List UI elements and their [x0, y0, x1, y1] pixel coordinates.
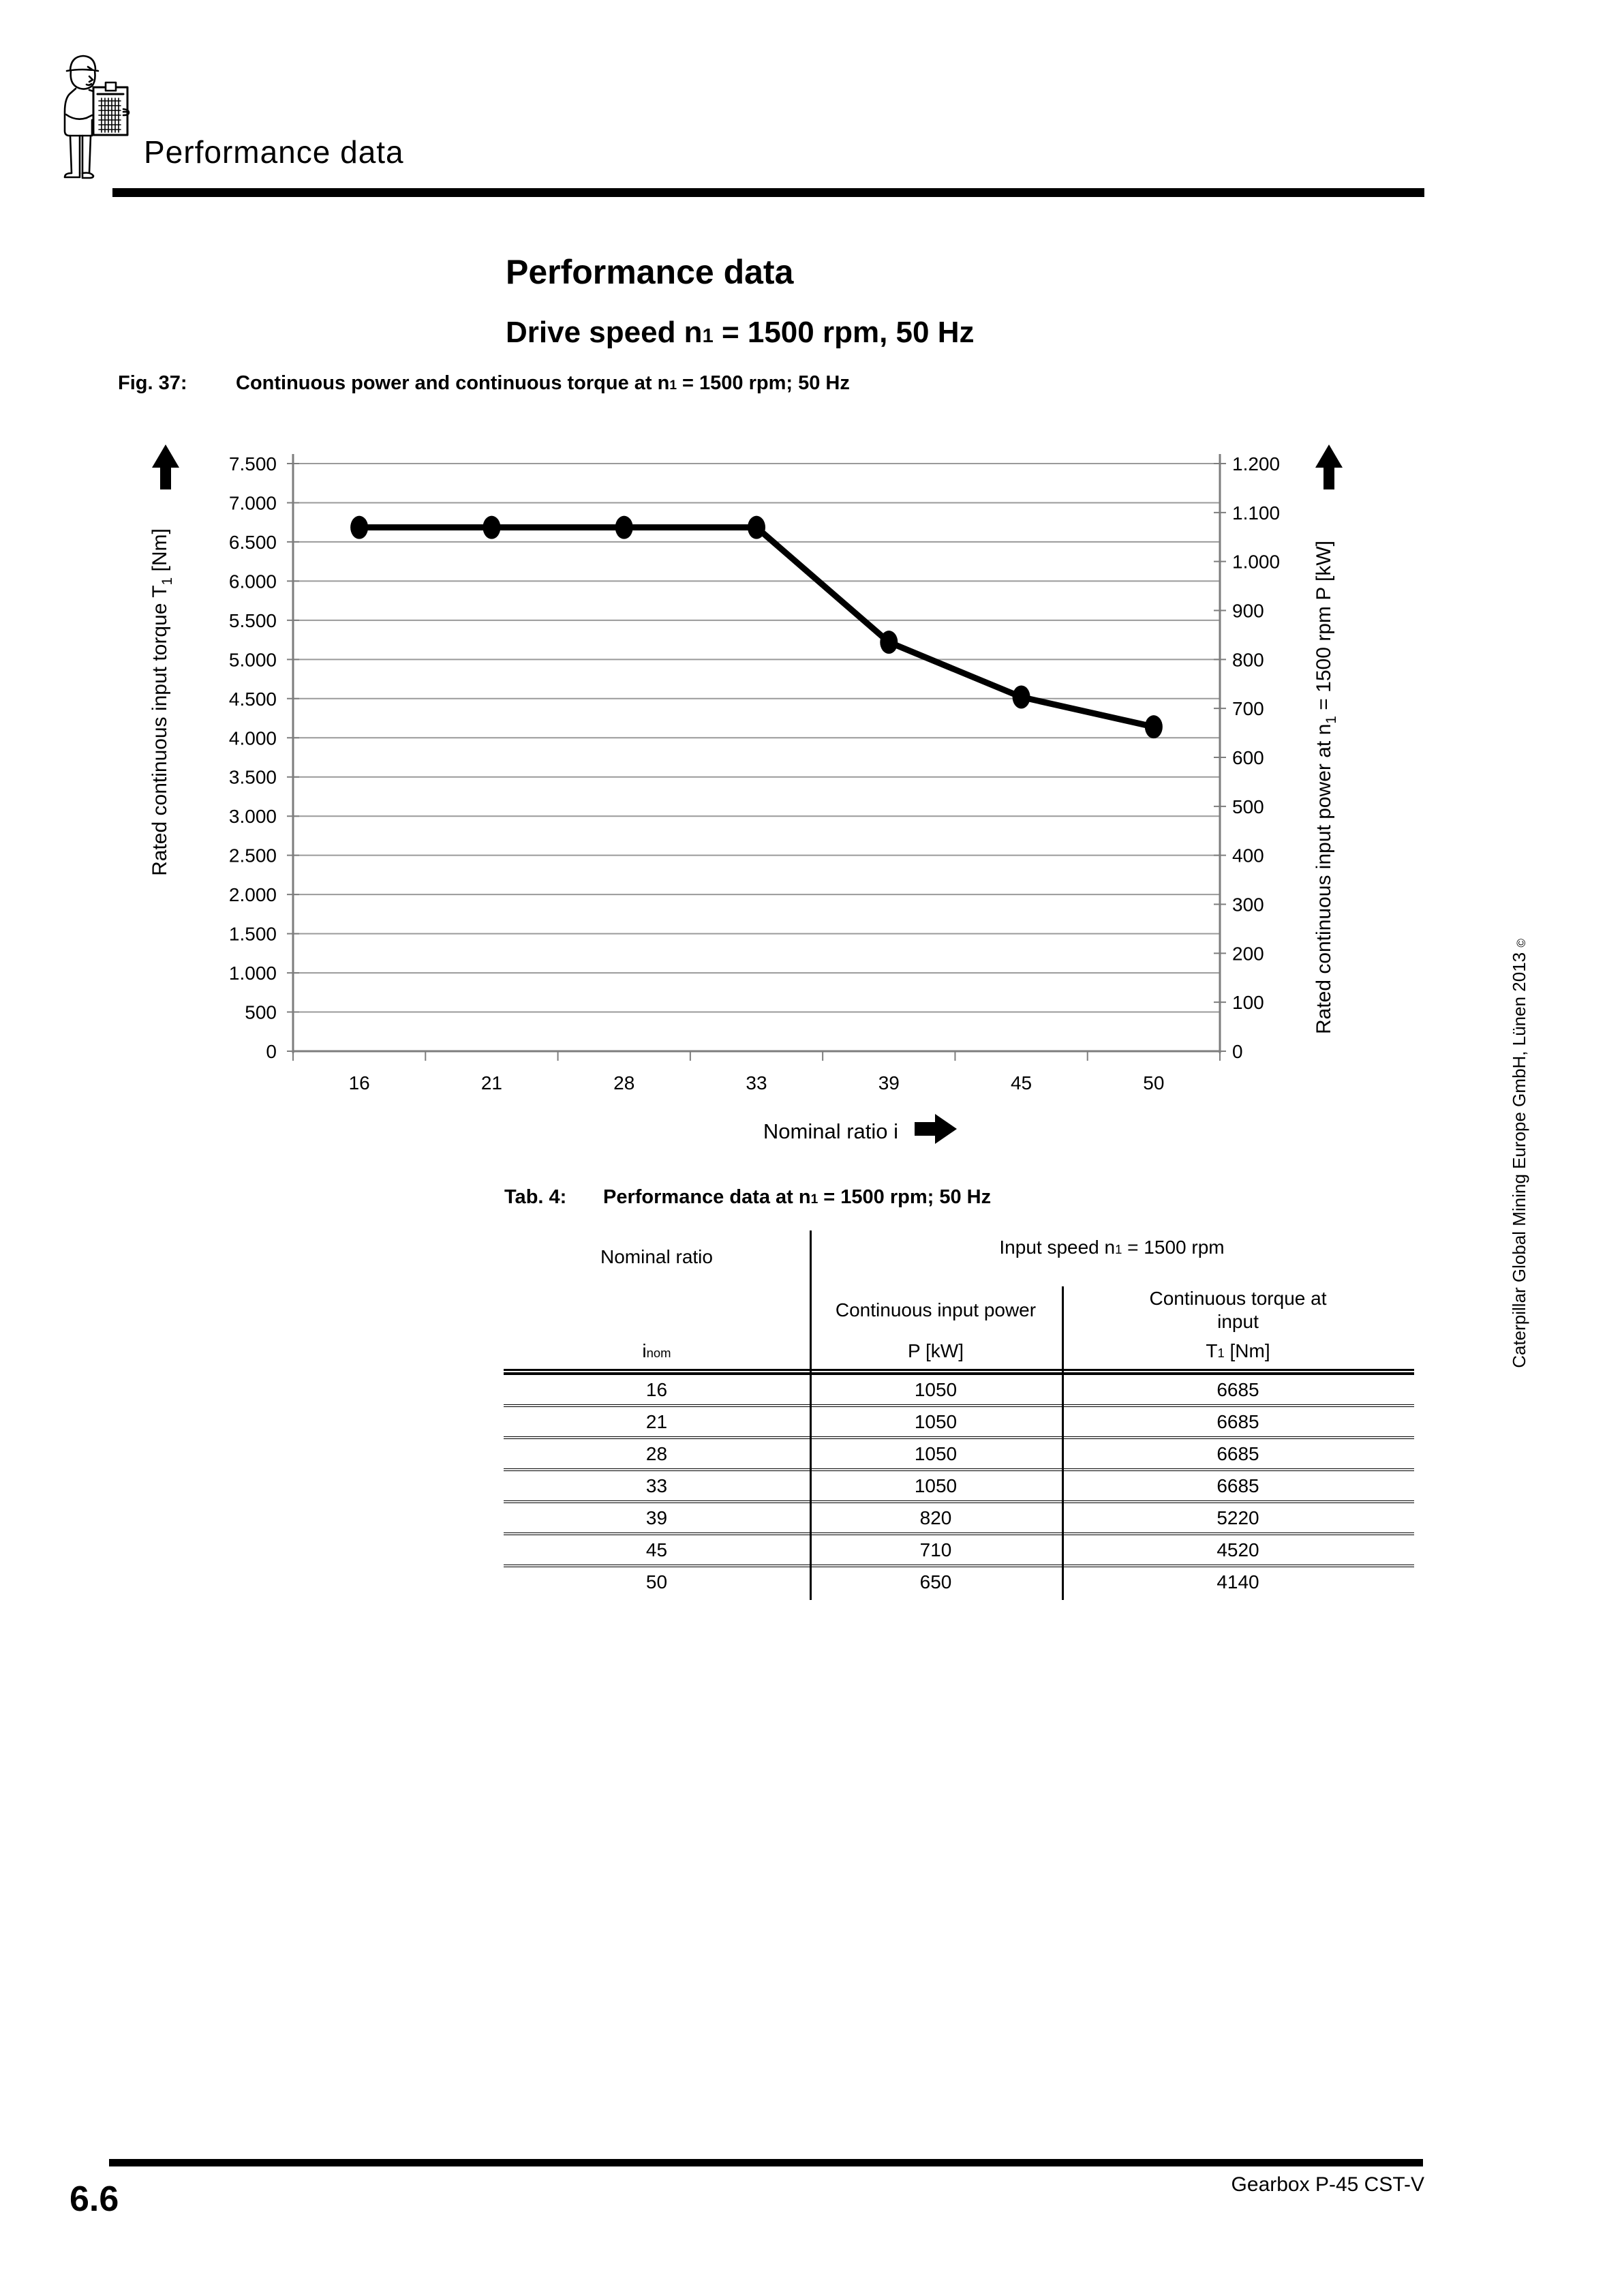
performance-table	[504, 1230, 1414, 1602]
svg-text:400: 400	[1232, 845, 1264, 866]
x-axis-ticks	[293, 1051, 1220, 1093]
table-row: 39 820 5220	[504, 1503, 1414, 1535]
svg-text:2.000: 2.000	[228, 884, 277, 906]
data-point	[748, 516, 765, 539]
table-row: 28 1050 6685	[504, 1439, 1414, 1471]
copyright-sidebar: Caterpillar Global Mining Europe GmbH, Lünen 2013 ©	[1509, 939, 1529, 1368]
table-caption: Tab. 4: Performance data at $n_1 = 1500$ rpm; 50 Hz	[504, 1186, 992, 1208]
col3-unit: $T_1$ [Nm]	[1206, 1340, 1270, 1361]
svg-text:21: 21	[480, 1072, 503, 1093]
figure-label: Fig. 37:	[118, 372, 187, 394]
svg-text:3.500: 3.500	[228, 766, 277, 788]
svg-text:500: 500	[245, 1001, 277, 1023]
svg-text:7.000: 7.000	[228, 492, 277, 514]
table-row: 21 1050 6685	[504, 1407, 1414, 1439]
data-point	[1013, 686, 1030, 709]
svg-text:600: 600	[1232, 747, 1264, 768]
svg-text:2.500: 2.500	[228, 845, 277, 866]
figure-caption: Fig. 37: Continuous power and continuous torque at $n_1 = 1500$ rpm; 50 Hz	[118, 372, 850, 394]
svg-text:33: 33	[746, 1072, 767, 1093]
table-header-rule	[504, 1369, 1414, 1375]
data-point	[615, 516, 633, 539]
table-row: 45 710 4520	[504, 1535, 1414, 1567]
data-point	[483, 516, 500, 539]
page-subtitle: Drive speed $n_1 = 1500$ rpm, 50 Hz	[506, 316, 975, 349]
svg-text:3.000: 3.000	[228, 806, 277, 828]
col3-header: Continuous torque at input	[1149, 1288, 1327, 1332]
svg-text:100: 100	[1232, 992, 1264, 1014]
col1-header: Nominal ratio	[600, 1246, 713, 1267]
data-point-markers	[350, 516, 1163, 739]
table-row: 50 650 4140	[645, 1571, 1259, 1592]
svg-text:800: 800	[1232, 649, 1264, 671]
svg-text:45: 45	[1010, 1072, 1032, 1093]
svg-text:4.500: 4.500	[228, 688, 277, 710]
svg-text:7.500: 7.500	[228, 453, 277, 474]
col2-unit: P [kW]	[908, 1340, 964, 1361]
left-axis-label: Rated continuous input torque $T_1$ [Nm]	[149, 528, 175, 876]
svg-text:50: 50	[1143, 1072, 1165, 1093]
svg-text:6.000: 6.000	[228, 571, 277, 592]
table-row: 16 1050 6685	[504, 1375, 1414, 1407]
svg-text:6.500: 6.500	[228, 531, 277, 553]
left-axis-ticks	[229, 453, 299, 1062]
table-label: Tab. 4:	[504, 1186, 567, 1208]
svg-text:0: 0	[266, 1041, 277, 1062]
svg-text:39: 39	[878, 1072, 900, 1093]
up-arrow-icon	[152, 444, 179, 489]
table-row: 33 1050 6685	[504, 1471, 1414, 1503]
svg-text:1.000: 1.000	[1232, 551, 1281, 573]
chart-gridlines	[293, 464, 1220, 1012]
footer-product: Gearbox P-45 CST-V	[1231, 2173, 1424, 2196]
svg-text:200: 200	[1232, 943, 1264, 965]
svg-text:1.000: 1.000	[228, 963, 277, 984]
svg-text:28: 28	[613, 1072, 635, 1093]
svg-text:16: 16	[348, 1072, 370, 1093]
table-body	[504, 1375, 1414, 1599]
svg-text:5.500: 5.500	[228, 609, 277, 631]
data-point	[350, 516, 368, 539]
svg-text:300: 300	[1232, 894, 1264, 916]
copyright-symbol: ©	[1514, 939, 1528, 948]
col1-unit: $i_{nom}$	[642, 1340, 671, 1361]
svg-text:1.100: 1.100	[1232, 502, 1281, 524]
svg-text:5.000: 5.000	[228, 649, 277, 671]
right-axis-label: Rated continuous input power at $n_1 = 1500$ rpm P [kW]	[1313, 540, 1339, 1035]
group-header: Input speed $n_1 = 1500$ rpm	[999, 1237, 1225, 1258]
page-number: 6.6	[70, 2179, 119, 2219]
col2-header: Continuous input power	[835, 1299, 1037, 1320]
svg-text:500: 500	[1232, 796, 1264, 817]
page-title: Performance data	[506, 253, 794, 291]
svg-text:700: 700	[1232, 698, 1264, 720]
footer-rule	[109, 2159, 1423, 2166]
torque-power-curve	[359, 528, 1154, 727]
data-point	[880, 631, 898, 654]
right-arrow-icon	[915, 1114, 957, 1144]
x-axis-label: Nominal ratio i	[763, 1119, 898, 1143]
chart-axes	[293, 454, 1220, 1053]
data-point	[1145, 715, 1163, 738]
svg-text:900: 900	[1232, 600, 1264, 622]
svg-text:1.200: 1.200	[1232, 453, 1281, 474]
svg-text:1.500: 1.500	[228, 923, 277, 945]
svg-text:0: 0	[1232, 1041, 1243, 1062]
right-axis-ticks	[1214, 453, 1280, 1062]
up-arrow-icon	[1315, 444, 1343, 489]
header-section-title: Performance data	[144, 134, 404, 170]
svg-text:4.000: 4.000	[228, 727, 277, 749]
